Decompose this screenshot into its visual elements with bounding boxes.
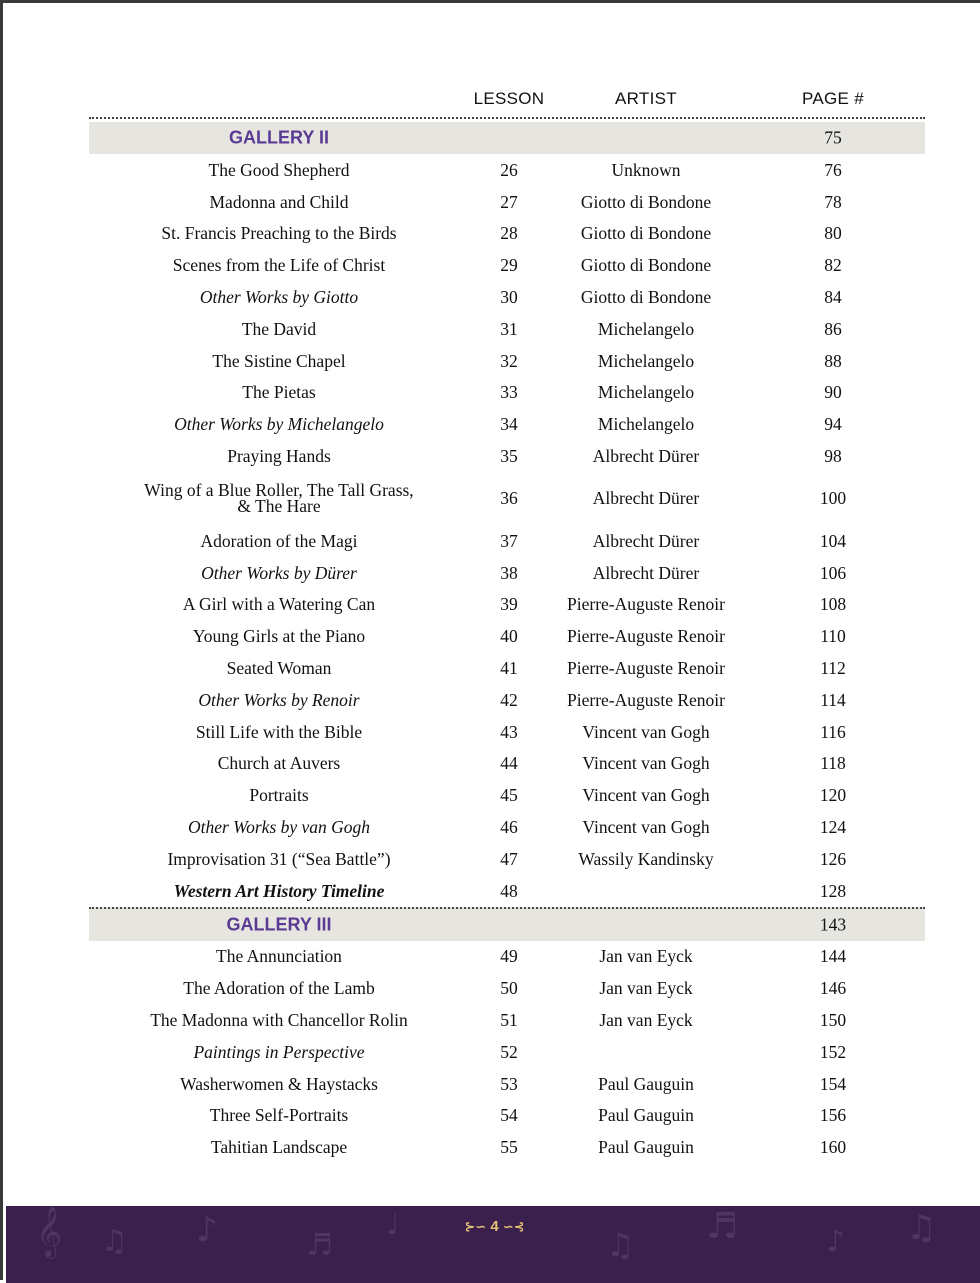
entry-title: [173, 880, 385, 901]
entry-lesson: 51: [500, 1010, 518, 1031]
music-note-decoration-icon: ♫: [606, 1226, 635, 1264]
entry-title: [212, 350, 346, 371]
entry-title: [172, 255, 386, 276]
toc-entry-row[interactable]: [89, 684, 925, 716]
entry-page: 80: [824, 223, 842, 244]
entry-page: 118: [820, 753, 846, 774]
entry-title-text: Three Self-Portraits: [209, 1105, 349, 1126]
entry-lesson: 34: [500, 414, 518, 435]
entry-page: 104: [819, 530, 847, 551]
entry-title-text: The Annunciation: [216, 946, 342, 967]
entry-title-text: Other Works by Giotto: [199, 287, 359, 308]
entry-lesson: 54: [500, 1105, 518, 1126]
toc-entry-row[interactable]: [89, 652, 925, 684]
toc-entry-row[interactable]: [89, 589, 925, 621]
entry-artist: Jan van Eyck: [599, 1010, 693, 1031]
entry-title-text: Madonna and Child: [209, 191, 349, 212]
entry-title: [249, 785, 309, 806]
entry-title-text: St. Francis Preaching to the Birds: [161, 223, 397, 244]
entry-lesson: 52: [500, 1041, 518, 1062]
entry-artist: Vincent van Gogh: [582, 721, 710, 742]
entry-page: 86: [824, 318, 842, 339]
entry-lesson: 33: [500, 382, 518, 403]
entry-title: [227, 446, 331, 467]
entry-artist: Jan van Eyck: [599, 946, 693, 967]
entry-title-text: The Adoration of the Lamb: [183, 978, 375, 999]
entry-page: 150: [819, 1010, 847, 1031]
entry-title: [183, 978, 375, 999]
ornament-swirl-icon: ∽⊰: [502, 1219, 525, 1234]
music-note-decoration-icon: ♬: [306, 1228, 333, 1263]
entry-title: [144, 480, 414, 517]
entry-title: [199, 287, 359, 308]
entry-lesson: 38: [500, 562, 518, 583]
entry-artist: Giotto di Bondone: [580, 255, 712, 276]
entry-page: 112: [820, 658, 846, 679]
toc-entry-row[interactable]: [89, 1100, 925, 1132]
ornament-swirl-icon: ⊱∽: [464, 1219, 487, 1234]
entry-artist: Giotto di Bondone: [580, 191, 712, 212]
entry-title-text: Other Works by Renoir: [198, 689, 360, 710]
entry-title-text: Other Works by Michelangelo: [174, 414, 384, 435]
entry-lesson: 29: [500, 255, 518, 276]
entry-page: 124: [819, 817, 847, 838]
entry-artist: Albrecht Dürer: [592, 530, 700, 551]
entry-artist: Wassily Kandinsky: [578, 848, 714, 869]
entry-lesson: 43: [500, 721, 518, 742]
entry-artist: Pierre-Auguste Renoir: [567, 594, 725, 615]
entry-title-text: Young Girls at the Piano: [192, 626, 366, 647]
toc-entry-row[interactable]: [89, 972, 925, 1004]
entry-lesson: 26: [500, 159, 518, 180]
entry-title: [242, 382, 316, 403]
entry-artist: Giotto di Bondone: [580, 287, 712, 308]
music-note-decoration-icon: ♪: [826, 1224, 846, 1259]
entry-page: 110: [820, 626, 846, 647]
toc-entry-row[interactable]: [89, 843, 925, 875]
entry-title-text: The Pietas: [242, 382, 316, 403]
entry-lesson: 39: [500, 594, 518, 615]
entry-lesson: 48: [500, 880, 518, 901]
toc-entry-row[interactable]: [89, 377, 925, 409]
entry-artist: Paul Gauguin: [598, 1073, 694, 1094]
gallery-iii-entries: [89, 941, 925, 1164]
entry-title-text: Other Works by Dürer: [201, 562, 357, 583]
entry-title-text: Seated Woman: [226, 658, 332, 679]
entry-page: 94: [824, 414, 842, 435]
entry-page: 120: [819, 785, 847, 806]
entry-title-text: Adoration of the Magi: [200, 530, 358, 551]
table-of-contents: [89, 83, 925, 1163]
entry-title-text: The Madonna with Chancellor Rolin: [150, 1010, 408, 1031]
gallery-ii-page: 75: [824, 127, 842, 148]
toc-entry-row[interactable]: [89, 218, 925, 250]
entry-title: [192, 626, 366, 647]
entry-artist: Jan van Eyck: [599, 978, 693, 999]
toc-entry-row[interactable]: [89, 557, 925, 589]
toc-entry-row[interactable]: [89, 620, 925, 652]
toc-entry-row[interactable]: [89, 472, 925, 525]
entry-title-text-line2: & The Hare: [237, 496, 321, 517]
entry-title: [208, 159, 350, 180]
entry-page: 156: [819, 1105, 847, 1126]
toc-entry-row[interactable]: [89, 525, 925, 557]
entry-title-text: Still Life with the Bible: [195, 721, 363, 742]
entry-title-text: Western Art History Timeline: [173, 880, 385, 901]
entry-page: 78: [824, 191, 842, 212]
entry-lesson: 49: [500, 946, 518, 967]
entry-title: [161, 223, 397, 244]
entry-artist: Paul Gauguin: [598, 1105, 694, 1126]
page-number-value: 4: [490, 1218, 499, 1235]
entry-page: 98: [824, 446, 842, 467]
entry-page: 128: [819, 880, 847, 901]
entry-title: [182, 594, 376, 615]
toc-entry-row[interactable]: [89, 186, 925, 218]
entry-title-text: Praying Hands: [227, 446, 331, 467]
entry-artist: Pierre-Auguste Renoir: [567, 689, 725, 710]
entry-artist: Michelangelo: [597, 318, 695, 339]
entry-lesson: 32: [500, 350, 518, 371]
toc-entry-row[interactable]: [89, 1004, 925, 1036]
header-artist: ARTIST: [615, 89, 677, 108]
entry-title-text: Scenes from the Life of Christ: [172, 255, 386, 276]
entry-artist: Albrecht Dürer: [592, 446, 700, 467]
entry-lesson: 42: [500, 689, 518, 710]
entry-title: [167, 848, 391, 869]
entry-page: 76: [824, 159, 842, 180]
music-note-decoration-icon: 𝄞: [36, 1206, 63, 1257]
entry-artist: Michelangelo: [597, 414, 695, 435]
entry-lesson: 50: [500, 978, 518, 999]
entry-page: 106: [819, 562, 847, 583]
entry-title: [180, 1073, 378, 1094]
entry-title: [210, 1137, 348, 1158]
entry-title-text: The David: [241, 318, 317, 339]
entry-title: [150, 1010, 408, 1031]
entry-page: 144: [819, 946, 847, 967]
toc-entry-row[interactable]: [89, 941, 925, 973]
gallery-ii-entries: [89, 154, 925, 907]
entry-artist: Vincent van Gogh: [582, 753, 710, 774]
entry-title: [195, 721, 363, 742]
entry-title-text: The Good Shepherd: [208, 159, 350, 180]
entry-page: 108: [819, 594, 847, 615]
toc-entry-row[interactable]: [89, 408, 925, 440]
entry-page: 146: [819, 978, 847, 999]
entry-title-text: Church at Auvers: [217, 753, 341, 774]
entry-lesson: 40: [500, 626, 518, 647]
entry-artist: Unknown: [611, 159, 681, 180]
entry-page: 84: [824, 287, 842, 308]
toc-entry-row[interactable]: [89, 249, 925, 281]
column-headers: [89, 83, 925, 119]
toc-entry-row[interactable]: [89, 875, 925, 907]
music-note-decoration-icon: ♪: [196, 1210, 218, 1250]
entry-title: [209, 191, 349, 212]
entry-page: 100: [819, 488, 847, 509]
entry-artist: Vincent van Gogh: [582, 817, 710, 838]
entry-title: [193, 1041, 365, 1062]
entry-title-text: Washerwomen & Haystacks: [180, 1073, 378, 1094]
entry-title-text: A Girl with a Watering Can: [182, 594, 376, 615]
entry-artist: Michelangelo: [597, 382, 695, 403]
toc-entry-row[interactable]: [89, 154, 925, 186]
toc-entry-row[interactable]: [89, 716, 925, 748]
toc-entry-row[interactable]: [89, 1068, 925, 1100]
entry-lesson: 31: [500, 318, 518, 339]
entry-page: 126: [819, 848, 847, 869]
entry-artist: Michelangelo: [597, 350, 695, 371]
entry-artist: Albrecht Dürer: [592, 488, 700, 509]
entry-page: 88: [824, 350, 842, 371]
music-note-decoration-icon: ♫: [101, 1224, 128, 1259]
entry-page: 82: [824, 255, 842, 276]
entry-title: [201, 562, 357, 583]
toc-entry-row[interactable]: [89, 1131, 925, 1163]
entry-artist: Albrecht Dürer: [592, 562, 700, 583]
entry-lesson: 37: [500, 530, 518, 551]
entry-title: [198, 689, 360, 710]
entry-title: [226, 658, 332, 679]
entry-artist: Giotto di Bondone: [580, 223, 712, 244]
entry-title: [209, 1105, 349, 1126]
entry-title: [217, 753, 341, 774]
entry-lesson: 46: [500, 817, 518, 838]
entry-lesson: 41: [500, 658, 518, 679]
entry-title: [187, 817, 371, 838]
entry-title-text: Other Works by van Gogh: [187, 817, 371, 838]
entry-lesson: 36: [500, 488, 518, 509]
music-note-decoration-icon: ♩: [386, 1208, 400, 1241]
page-number: [464, 1218, 524, 1235]
entry-title-text: Paintings in Perspective: [193, 1041, 365, 1062]
toc-entry-row[interactable]: [89, 313, 925, 345]
page-footer: [6, 1206, 980, 1283]
toc-entry-row[interactable]: [89, 345, 925, 377]
entry-lesson: 55: [500, 1137, 518, 1158]
entry-lesson: 47: [500, 848, 518, 869]
music-note-decoration-icon: ♫: [906, 1208, 937, 1248]
entry-page: 90: [824, 382, 842, 403]
music-note-decoration-icon: ♬: [706, 1206, 739, 1247]
entry-page: 160: [819, 1137, 847, 1158]
toc-entry-row[interactable]: [89, 440, 925, 472]
gallery-iii-page: 143: [819, 914, 847, 935]
entry-lesson: 30: [500, 287, 518, 308]
entry-title: [241, 318, 317, 339]
gallery-ii-label: GALLERY II: [228, 127, 330, 148]
gallery-iii-label: GALLERY III: [226, 914, 332, 935]
entry-lesson: 27: [500, 191, 518, 212]
entry-lesson: 44: [500, 753, 518, 774]
toc-entry-row[interactable]: [89, 1036, 925, 1068]
entry-title-text: The Sistine Chapel: [212, 350, 346, 371]
gallery-iii-heading[interactable]: [89, 907, 925, 941]
entry-lesson: 35: [500, 446, 518, 467]
entry-artist: Pierre-Auguste Renoir: [567, 626, 725, 647]
entry-title: [200, 530, 358, 551]
entry-title: [174, 414, 384, 435]
entry-page: 152: [819, 1041, 847, 1062]
entry-title-text: Wing of a Blue Roller, The Tall Grass,: [144, 480, 414, 501]
toc-entry-row[interactable]: [89, 779, 925, 811]
entry-title-text: Portraits: [249, 785, 309, 806]
header-page: PAGE #: [802, 89, 864, 108]
header-lesson: LESSON: [473, 89, 545, 108]
entry-page: 116: [820, 721, 846, 742]
entry-lesson: 45: [500, 785, 518, 806]
entry-title-text: Improvisation 31 (“Sea Battle”): [167, 848, 391, 869]
entry-title-text: Tahitian Landscape: [210, 1137, 348, 1158]
toc-entry-row[interactable]: [89, 281, 925, 313]
entry-artist: Paul Gauguin: [598, 1137, 694, 1158]
gallery-ii-heading[interactable]: [89, 122, 925, 154]
toc-entry-row[interactable]: [89, 811, 925, 843]
entry-artist: Vincent van Gogh: [582, 785, 710, 806]
entry-page: 154: [819, 1073, 847, 1094]
entry-title: [216, 946, 342, 967]
entry-artist: Pierre-Auguste Renoir: [567, 658, 725, 679]
entry-lesson: 28: [500, 223, 518, 244]
toc-entry-row[interactable]: [89, 748, 925, 780]
entry-lesson: 53: [500, 1073, 518, 1094]
entry-page: 114: [820, 689, 846, 710]
